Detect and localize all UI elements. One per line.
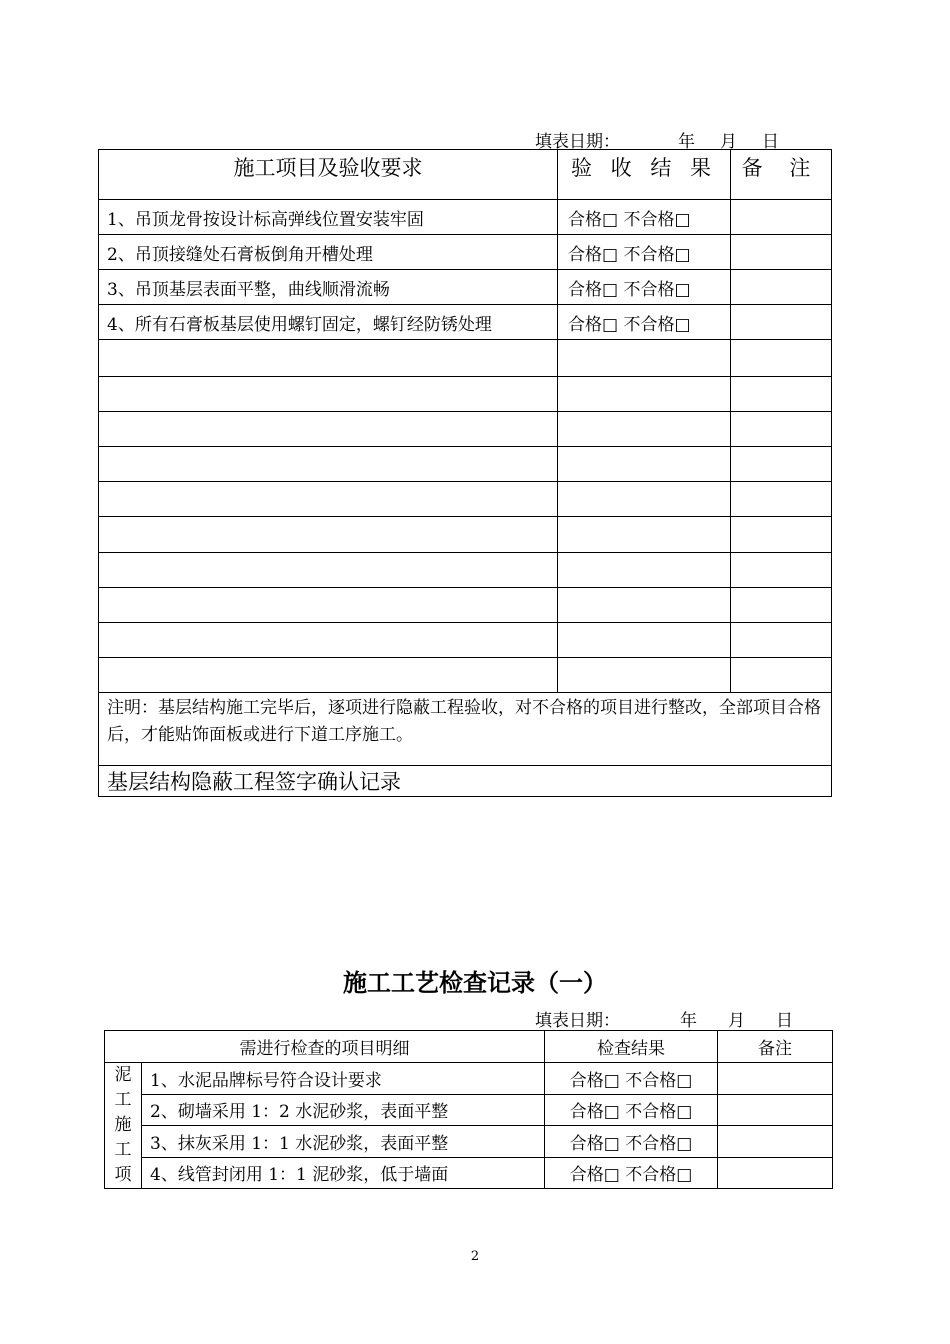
footnote-text: 注明：基层结构施工完毕后，逐项进行隐蔽工程验收，对不合格的项目进行整改，全部项目合格后，才能贴饰面板或进行下道工序施工。: [99, 693, 832, 766]
empty-cell[interactable]: [731, 517, 832, 553]
empty-row: [99, 340, 832, 377]
empty-cell[interactable]: [99, 658, 558, 693]
empty-cell[interactable]: [99, 553, 558, 588]
empty-cell[interactable]: [558, 482, 731, 517]
item-text: 4、所有石膏板基层使用螺钉固定，螺钉经防锈处理: [99, 305, 558, 340]
table-row: [105, 1126, 833, 1158]
empty-row: [99, 447, 832, 482]
empty-cell[interactable]: [558, 517, 731, 553]
empty-cell[interactable]: [558, 447, 731, 482]
group-label-text: 泥工施工项: [114, 1065, 132, 1185]
empty-cell[interactable]: [731, 553, 832, 588]
table-row: [99, 305, 832, 340]
fill-date-month: 月: [720, 132, 737, 152]
empty-cell[interactable]: [731, 482, 832, 517]
fill-date-label: 填表日期：: [535, 132, 620, 152]
item-note[interactable]: [731, 305, 832, 340]
item-result[interactable]: 合格□ 不合格□: [558, 305, 731, 340]
header-result: 验 收 结 果: [558, 150, 731, 200]
empty-cell[interactable]: [99, 447, 558, 482]
empty-cell[interactable]: [731, 340, 832, 377]
empty-cell[interactable]: [731, 377, 832, 412]
item-note[interactable]: [731, 270, 832, 305]
item-text: 2、吊顶接缝处石膏板倒角开槽处理: [99, 235, 558, 270]
empty-cell[interactable]: [99, 588, 558, 623]
empty-cell[interactable]: [731, 658, 832, 693]
sign-record-title: 基层结构隐蔽工程签字确认记录: [99, 766, 832, 797]
fill-date-month: 月: [728, 1011, 745, 1031]
empty-row: [99, 517, 832, 553]
header-result: 检查结果: [545, 1031, 718, 1063]
table-row: [105, 1063, 833, 1095]
empty-cell[interactable]: [558, 377, 731, 412]
fill-date-year: 年: [678, 132, 695, 152]
empty-cell[interactable]: [731, 623, 832, 658]
empty-cell[interactable]: [731, 412, 832, 447]
empty-cell[interactable]: [731, 447, 832, 482]
empty-cell[interactable]: [731, 588, 832, 623]
item-note[interactable]: [718, 1126, 833, 1158]
item-text: 1、水泥品牌标号符合设计要求: [142, 1063, 545, 1095]
item-text: 1、吊顶龙骨按设计标高弹线位置安装牢固: [99, 200, 558, 235]
header-item: 需进行检查的项目明细: [105, 1031, 545, 1063]
header-note: 备 注: [731, 150, 832, 200]
empty-cell[interactable]: [558, 588, 731, 623]
header-note: 备注: [718, 1031, 833, 1063]
table-header-row: [105, 1031, 833, 1063]
item-result[interactable]: 合格□ 不合格□: [558, 235, 731, 270]
inspection-table: [98, 149, 832, 797]
empty-cell[interactable]: [99, 482, 558, 517]
fill-date-day: 日: [762, 132, 779, 152]
item-note[interactable]: [718, 1094, 833, 1126]
fill-date-year: 年: [680, 1011, 697, 1031]
table-row: [99, 200, 832, 235]
item-result[interactable]: 合格□ 不合格□: [558, 270, 731, 305]
item-text: 2、砌墙采用 1：2 水泥砂浆，表面平整: [142, 1094, 545, 1126]
fill-date-label: 填表日期：: [535, 1011, 620, 1031]
empty-cell[interactable]: [558, 340, 731, 377]
item-result[interactable]: 合格□ 不合格□: [545, 1157, 718, 1189]
section-title: 施工工艺检查记录（一）: [343, 968, 607, 997]
empty-cell[interactable]: [99, 377, 558, 412]
empty-row: [99, 658, 832, 693]
fill-date-day: 日: [776, 1011, 793, 1031]
process-check-table: [104, 1030, 833, 1189]
empty-row: [99, 412, 832, 447]
table-row: [99, 235, 832, 270]
item-note[interactable]: [731, 200, 832, 235]
empty-cell[interactable]: [99, 623, 558, 658]
item-text: 3、抹灰采用 1：1 水泥砂浆，表面平整: [142, 1126, 545, 1158]
empty-cell[interactable]: [99, 412, 558, 447]
item-note[interactable]: [718, 1157, 833, 1189]
table-header-row: [99, 150, 832, 200]
empty-cell[interactable]: [558, 412, 731, 447]
empty-row: [99, 623, 832, 658]
page-number: 2: [470, 1249, 480, 1264]
footnote-row: [99, 693, 832, 766]
empty-cell[interactable]: [558, 623, 731, 658]
fill-date-line: [0, 127, 950, 152]
empty-cell[interactable]: [99, 517, 558, 553]
empty-row: [99, 588, 832, 623]
table-row: [99, 270, 832, 305]
item-text: 3、吊顶基层表面平整，曲线顺滑流畅: [99, 270, 558, 305]
item-text: 4、线管封闭用 1：1 泥砂浆，低于墙面: [142, 1157, 545, 1189]
item-result[interactable]: 合格□ 不合格□: [545, 1063, 718, 1095]
item-note[interactable]: [731, 235, 832, 270]
table-row: [105, 1094, 833, 1126]
group-label: [105, 1063, 142, 1189]
empty-row: [99, 553, 832, 588]
header-item: 施工项目及验收要求: [99, 150, 558, 200]
item-result[interactable]: 合格□ 不合格□: [545, 1094, 718, 1126]
empty-row: [99, 377, 832, 412]
empty-cell[interactable]: [558, 658, 731, 693]
empty-cell[interactable]: [99, 340, 558, 377]
table-row: [105, 1157, 833, 1189]
sign-row: [99, 766, 832, 797]
item-result[interactable]: 合格□ 不合格□: [545, 1126, 718, 1158]
empty-row: [99, 482, 832, 517]
fill-date-line-2: [0, 1006, 950, 1031]
item-note[interactable]: [718, 1063, 833, 1095]
item-result[interactable]: 合格□ 不合格□: [558, 200, 731, 235]
empty-cell[interactable]: [558, 553, 731, 588]
